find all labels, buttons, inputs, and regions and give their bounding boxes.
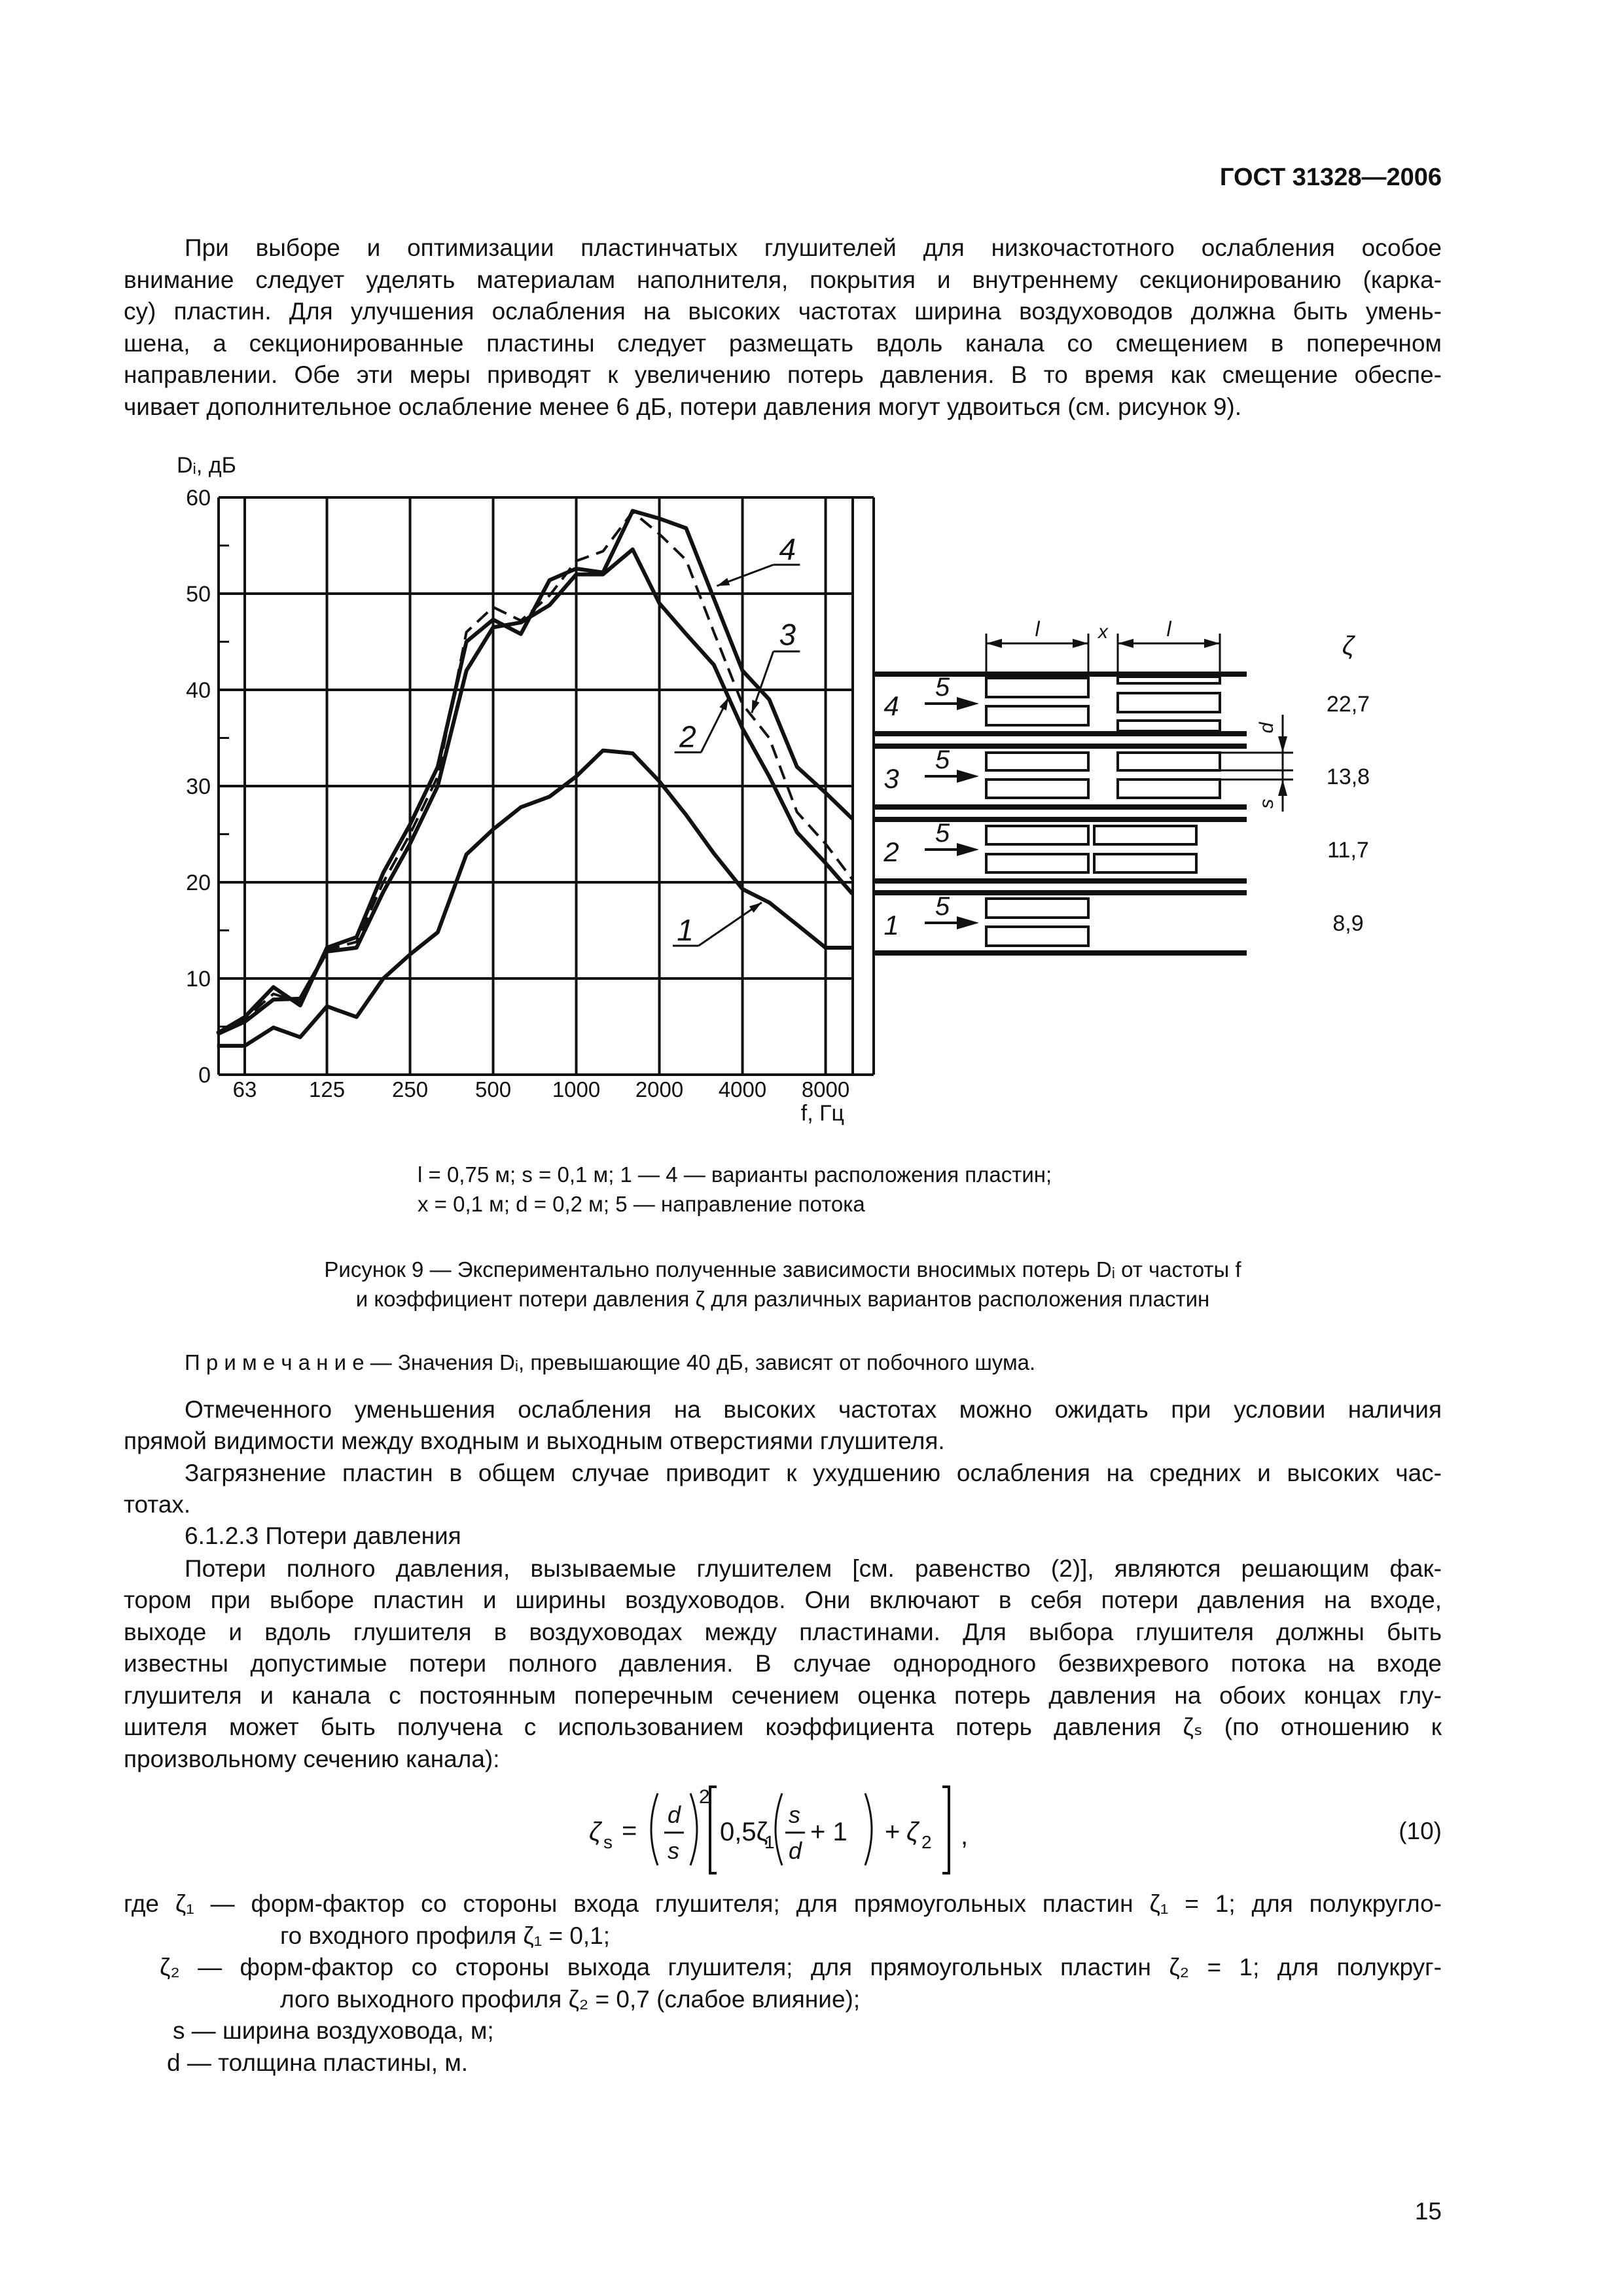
curve-label: 1 (677, 912, 694, 947)
paren-close (690, 1793, 697, 1865)
zeta-value: 13,8 (1326, 764, 1370, 789)
dim-l-label: l (1166, 617, 1171, 641)
y-tick-label: 30 (186, 774, 211, 799)
zeta-value: 22,7 (1326, 692, 1370, 717)
formula-zeta-s: ζ (589, 1818, 601, 1846)
x-tick-label: 2000 (635, 1077, 684, 1102)
paragraph-line: Отмеченного уменьшения ослабления на высоких частотах можно ожидать при условии наличия (185, 1396, 1442, 1423)
flow-label: 5 (935, 819, 950, 848)
zeta-header: ζ (1342, 632, 1355, 660)
bracket-open (710, 1787, 717, 1873)
formula-comma: , (961, 1821, 969, 1850)
x-tick-label: 63 (232, 1077, 257, 1102)
plate (986, 927, 1088, 946)
plate (1118, 677, 1220, 683)
paragraph-line: глушителя и канала с постоянным поперечным сечением оценка потерь давления на обоих концах глу- (124, 1682, 1442, 1709)
paragraph-line: су) пластин. Для улучшения ослабления на высоких частотах ширина воздуховодов должна быть умень- (124, 298, 1442, 325)
arrowhead-icon (1073, 639, 1088, 648)
y-tick-label: 20 (186, 870, 211, 895)
arrowhead-icon (986, 639, 1002, 648)
x-tick-label: 8000 (801, 1077, 850, 1102)
paragraph-line: выходе и вдоль глушителя в воздуховодах между пластинами. Для выбора глушителя должны быть (124, 1619, 1442, 1645)
y-tick-label: 10 (186, 967, 211, 992)
y-tick-label: 60 (186, 486, 211, 511)
zeta-value: 11,7 (1327, 838, 1369, 863)
formula-equals: = (622, 1816, 637, 1845)
arrowhead-icon (752, 700, 760, 713)
formula-plus: + (885, 1818, 901, 1846)
series-line-2 (217, 549, 853, 1034)
paragraph-line: Потери полного давления, вызываемые глушителем [см. равенство (2)], являются решающим фак- (185, 1555, 1442, 1582)
formula-d: d (668, 1801, 681, 1828)
paragraph-line: шена, а секционированные пластины следует размещать вдоль канала со смещением в поперечном (124, 330, 1442, 357)
x-axis-label: f, Гц (800, 1101, 844, 1126)
plate (986, 753, 1088, 770)
plate (1094, 854, 1196, 872)
y-axis-label: Dᵢ, дБ (177, 453, 236, 478)
curve-label: 2 (679, 719, 696, 754)
plate (986, 678, 1088, 697)
where-line: ζ₂ — форм-фактор со стороны выхода глушителя; для прямоугольных пластин ζ₂ = 1; для полукруг- (160, 1954, 1442, 1981)
arrowhead-icon (717, 578, 730, 586)
arrowhead-icon (1204, 639, 1220, 648)
note: П р и м е ч а н и е — Значения Dᵢ, превышающие 40 дБ, зависят от побочного шума. (185, 1350, 1036, 1374)
curve-label: 4 (779, 531, 796, 566)
x-tick-label: 125 (309, 1077, 346, 1102)
variant-number: 3 (883, 763, 899, 794)
zeta-value: 8,9 (1332, 911, 1364, 936)
plate (986, 826, 1088, 844)
dim-s-label: s (1256, 798, 1277, 809)
paren-open (651, 1793, 658, 1865)
plate (1118, 693, 1220, 712)
paragraph-line: чивает дополнительное ослабление менее 6 дБ, потери давления могут удвоиться (см. рисунок 9). (124, 393, 1242, 420)
plate (986, 780, 1088, 798)
formula-subscript: 2 (921, 1832, 932, 1852)
plate (986, 706, 1088, 725)
variant-number: 4 (883, 691, 899, 721)
formula-exponent: 2 (699, 1786, 710, 1808)
where-line: s — ширина воздуховода, м; (173, 2017, 494, 2044)
figure-caption: и коэффициент потери давления ζ для различных вариантов расположения пластин (355, 1287, 1210, 1311)
arrow-right-icon (957, 843, 979, 856)
dim-x-label: x (1098, 621, 1108, 643)
arrowhead-icon (749, 903, 762, 913)
formula-s: s (668, 1837, 679, 1864)
plate (1118, 780, 1220, 798)
page-number: 15 (1414, 2198, 1442, 2225)
x-tick-label: 1000 (552, 1077, 601, 1102)
variant-number: 2 (883, 836, 899, 867)
paragraph-line: направлении. Обе эти меры приводят к увеличению потерь давления. В то время как смещение обеспе- (124, 361, 1442, 388)
paren-close (865, 1793, 872, 1865)
formula-zeta-2: ζ (906, 1818, 919, 1846)
y-tick-label: 40 (186, 678, 211, 703)
paragraph-line: известны допустимые потери полного давления. В случае однородного безвихревого потока на входе (124, 1650, 1442, 1677)
figure-caption: Рисунок 9 — Экспериментально полученные зависимости вносимых потерь Dᵢ от частоты f (324, 1257, 1241, 1282)
paragraph-line: тором при выборе пластин и ширины воздуховодов. Они включают в себя потери давления на входе, (124, 1587, 1442, 1613)
dim-d-label: d (1256, 722, 1277, 734)
formula-number: (10) (1399, 1818, 1442, 1844)
chart (186, 486, 874, 1102)
dim-l-label: l (1035, 617, 1040, 641)
formula-subscript: s (603, 1832, 613, 1852)
x-tick-label: 500 (475, 1077, 512, 1102)
curve-label: 3 (779, 617, 796, 652)
paren-open (776, 1793, 782, 1865)
document-id: ГОСТ 31328—2006 (1219, 164, 1442, 191)
plate (986, 854, 1088, 872)
paragraph-line: произвольному сечению канала): (124, 1746, 500, 1772)
series-line-4 (217, 511, 853, 1033)
paragraph-line: внимание следует уделять материалам наполнителя, покрытия и внутреннему секционированию (карка- (124, 266, 1442, 293)
plate (1094, 826, 1196, 844)
arrow-right-icon (957, 697, 979, 710)
paragraph-line: Загрязнение пластин в общем случае приводит к ухудшению ослабления на средних и высоких час- (185, 1460, 1442, 1486)
arrowhead-icon (1278, 736, 1287, 753)
formula-10 (0, 1767, 1623, 1885)
paragraph-line: шителя может быть получена с использованием коэффициента потерь давления ζₛ (по отношению к (124, 1713, 1442, 1740)
flow-label: 5 (935, 745, 950, 774)
formula-d: d (789, 1837, 802, 1864)
x-tick-label: 4000 (718, 1077, 767, 1102)
figure-legend-line: x = 0,1 м; d = 0,2 м; 5 — направление потока (418, 1192, 865, 1216)
plate (1118, 753, 1220, 770)
series-line-3 (217, 512, 853, 1034)
arrow-right-icon (957, 770, 979, 783)
plate (1118, 721, 1220, 731)
arrow-right-icon (957, 916, 979, 929)
arrowhead-icon (1278, 780, 1287, 796)
where-line: го входного профиля ζ₁ = 0,1; (280, 1922, 611, 1949)
arrowhead-icon (1118, 639, 1133, 648)
formula-plus-one: + 1 (810, 1818, 847, 1846)
silencer-schematic (874, 617, 1370, 953)
y-tick-label: 0 (198, 1063, 211, 1088)
figure-legend-line: l = 0,75 м; s = 0,1 м; 1 — 4 — варианты расположения пластин; (418, 1162, 1052, 1187)
variant-number: 1 (883, 910, 899, 941)
paragraph-line: При выборе и оптимизации пластинчатых глушителей для низкочастотного ослабления особое (185, 234, 1442, 261)
where-line: лого выходного профиля ζ₂ = 0,7 (слабое влияние); (280, 1986, 861, 2013)
section-heading: 6.1.2.3 Потери давления (185, 1522, 461, 1549)
formula-s: s (789, 1801, 800, 1828)
formula-subscript: 1 (764, 1832, 775, 1852)
series-line-1 (217, 751, 853, 1046)
paragraph-line: прямой видимости между входным и выходным отверстиями глушителя. (124, 1427, 945, 1454)
arrowhead-icon (719, 698, 728, 711)
formula-coef: 0,5ζ (720, 1818, 768, 1846)
y-tick-label: 50 (186, 582, 211, 607)
flow-label: 5 (935, 673, 950, 702)
where-line: где ζ₁ — форм-фактор со стороны входа глушителя; для прямоугольных пластин ζ₁ = 1; для полукругло- (124, 1890, 1442, 1917)
paragraph-line: тотах. (124, 1491, 191, 1518)
flow-label: 5 (935, 892, 950, 921)
plate (986, 899, 1088, 918)
where-line: d — толщина пластины, м. (167, 2049, 469, 2076)
bracket-close (942, 1787, 949, 1873)
x-tick-label: 250 (392, 1077, 429, 1102)
